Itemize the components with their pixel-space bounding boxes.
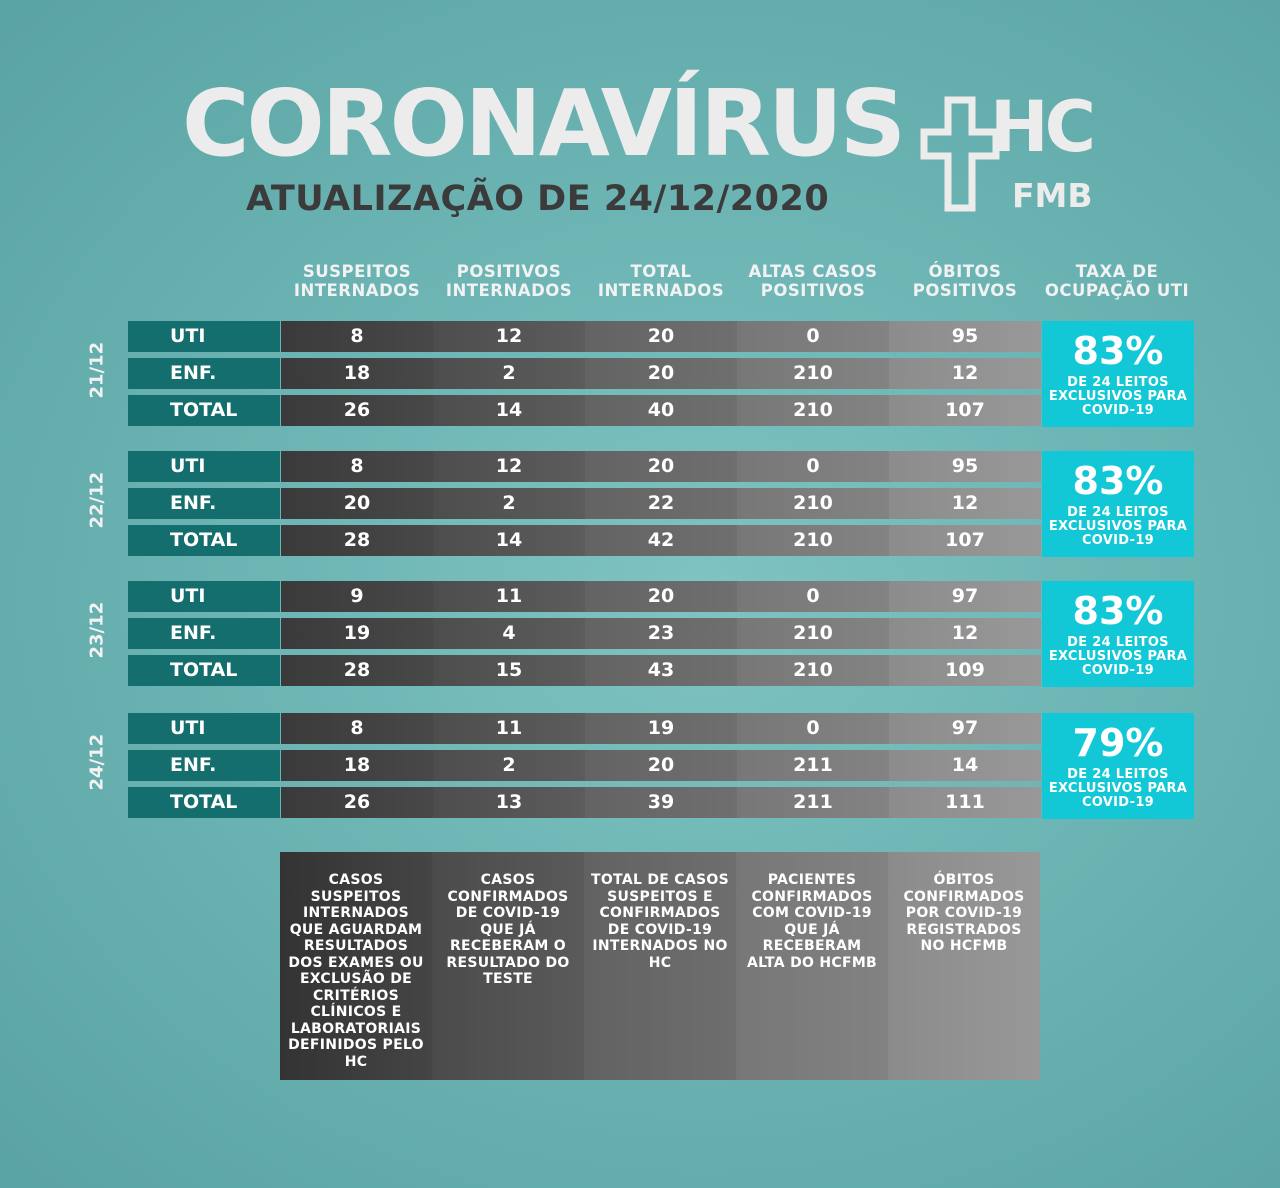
cell-obitos: 97 [889, 713, 1041, 744]
row-label: UTI [128, 713, 280, 744]
block-date: 22/12 [86, 471, 108, 529]
cell-positivos: 12 [433, 321, 585, 352]
cell-positivos: 15 [433, 655, 585, 686]
table-row [128, 655, 1040, 686]
cell-altas: 210 [737, 618, 889, 649]
cell-suspeitos: 8 [281, 321, 433, 352]
description-altas: PACIENTES CONFIRMADOS COM COVID-19 QUE JÁ RECEBERAM ALTA DO HCFMB [736, 852, 888, 1080]
cell-altas: 210 [737, 655, 889, 686]
cell-suspeitos: 8 [281, 451, 433, 482]
cell-total: 20 [585, 451, 737, 482]
cell-positivos: 12 [433, 451, 585, 482]
cell-total: 20 [585, 581, 737, 612]
logo-hc-text: HC [990, 86, 1092, 168]
cell-suspeitos: 18 [281, 750, 433, 781]
uti-occupancy-note: DE 24 LEITOS EXCLUSIVOS PARA COVID-19 [1048, 505, 1188, 548]
uti-occupancy-rate: 83% [1072, 329, 1164, 373]
cell-total: 20 [585, 321, 737, 352]
row-label: UTI [128, 321, 280, 352]
description-total: TOTAL DE CASOS SUSPEITOS E CONFIRMADOS DE COVID-19 INTERNADOS NO HC [584, 852, 736, 1080]
day-block [86, 713, 1194, 821]
row-label: TOTAL [128, 787, 280, 818]
table-row [128, 787, 1040, 818]
cell-suspeitos: 19 [281, 618, 433, 649]
cell-obitos: 107 [889, 525, 1041, 556]
cell-altas: 210 [737, 395, 889, 426]
cell-altas: 210 [737, 525, 889, 556]
page-title: CORONAVÍRUS [182, 70, 903, 177]
uti-occupancy-note: DE 24 LEITOS EXCLUSIVOS PARA COVID-19 [1048, 767, 1188, 810]
uti-occupancy-note: DE 24 LEITOS EXCLUSIVOS PARA COVID-19 [1048, 375, 1188, 418]
header-suspeitos: SUSPEITOS INTERNADOS [293, 262, 421, 300]
cell-suspeitos: 28 [281, 655, 433, 686]
description-suspeitos: CASOS SUSPEITOS INTERNADOS QUE AGUARDAM RESULTADOS DOS EXAMES OU EXCLUSÃO DE CRITÉRIOS CLÍNICOS E LABORATORIAIS DEFINIDOS PELO HC [280, 852, 432, 1080]
cell-altas: 210 [737, 358, 889, 389]
uti-occupancy-rate: 83% [1072, 459, 1164, 503]
day-block [86, 581, 1194, 689]
description-positivos: CASOS CONFIRMADOS DE COVID-19 QUE JÁ RECEBERAM O RESULTADO DO TESTE [432, 852, 584, 1080]
cell-positivos: 11 [433, 581, 585, 612]
cross-icon [920, 96, 1000, 214]
table-row [128, 750, 1040, 781]
table-row [128, 321, 1040, 352]
cell-suspeitos: 26 [281, 787, 433, 818]
cell-obitos: 95 [889, 451, 1041, 482]
cell-positivos: 2 [433, 358, 585, 389]
row-label: ENF. [128, 488, 280, 519]
day-block [86, 321, 1194, 429]
header-positivos: POSITIVOS INTERNADOS [445, 262, 573, 300]
cell-altas: 210 [737, 488, 889, 519]
block-date: 24/12 [86, 733, 108, 791]
cell-total: 22 [585, 488, 737, 519]
cell-total: 19 [585, 713, 737, 744]
cell-suspeitos: 26 [281, 395, 433, 426]
cell-altas: 0 [737, 581, 889, 612]
cell-obitos: 111 [889, 787, 1041, 818]
description-obitos: ÓBITOS CONFIRMADOS POR COVID-19 REGISTRADOS NO HCFMB [888, 852, 1040, 1080]
table-row [128, 395, 1040, 426]
cell-total: 40 [585, 395, 737, 426]
cell-obitos: 107 [889, 395, 1041, 426]
cell-positivos: 4 [433, 618, 585, 649]
cell-suspeitos: 18 [281, 358, 433, 389]
cell-altas: 0 [737, 321, 889, 352]
uti-occupancy-box [1042, 581, 1194, 687]
row-label: ENF. [128, 618, 280, 649]
block-date: 21/12 [86, 341, 108, 399]
page-subtitle: ATUALIZAÇÃO DE 24/12/2020 [246, 179, 830, 219]
table-row [128, 713, 1040, 744]
row-label: UTI [128, 451, 280, 482]
cell-suspeitos: 9 [281, 581, 433, 612]
cell-obitos: 12 [889, 358, 1041, 389]
uti-occupancy-rate: 79% [1072, 721, 1164, 765]
cell-positivos: 2 [433, 750, 585, 781]
cell-altas: 0 [737, 451, 889, 482]
cell-total: 42 [585, 525, 737, 556]
cell-obitos: 97 [889, 581, 1041, 612]
cell-total: 39 [585, 787, 737, 818]
row-label: TOTAL [128, 395, 280, 426]
cell-obitos: 12 [889, 618, 1041, 649]
row-label: TOTAL [128, 525, 280, 556]
cell-positivos: 2 [433, 488, 585, 519]
cell-obitos: 109 [889, 655, 1041, 686]
row-label: ENF. [128, 750, 280, 781]
cell-suspeitos: 28 [281, 525, 433, 556]
cell-positivos: 14 [433, 395, 585, 426]
hc-fmb-logo [920, 86, 1100, 215]
uti-occupancy-box [1042, 713, 1194, 819]
cell-obitos: 12 [889, 488, 1041, 519]
uti-occupancy-rate: 83% [1072, 589, 1164, 633]
uti-occupancy-box [1042, 451, 1194, 557]
header-total: TOTAL INTERNADOS [597, 262, 725, 300]
cell-positivos: 13 [433, 787, 585, 818]
cell-obitos: 14 [889, 750, 1041, 781]
header-taxa-uti: TAXA DE OCUPAÇÃO UTI [1044, 262, 1190, 300]
cell-total: 20 [585, 750, 737, 781]
row-label: ENF. [128, 358, 280, 389]
row-label: TOTAL [128, 655, 280, 686]
cell-suspeitos: 20 [281, 488, 433, 519]
row-label: UTI [128, 581, 280, 612]
day-block [86, 451, 1194, 559]
uti-occupancy-note: DE 24 LEITOS EXCLUSIVOS PARA COVID-19 [1048, 635, 1188, 678]
table-row [128, 488, 1040, 519]
cell-suspeitos: 8 [281, 713, 433, 744]
cell-total: 20 [585, 358, 737, 389]
cell-total: 43 [585, 655, 737, 686]
table-row [128, 581, 1040, 612]
cell-obitos: 95 [889, 321, 1041, 352]
table-row [128, 525, 1040, 556]
block-date: 23/12 [86, 601, 108, 659]
table-row [128, 618, 1040, 649]
table-row [128, 451, 1040, 482]
cell-altas: 211 [737, 750, 889, 781]
cell-positivos: 11 [433, 713, 585, 744]
header-obitos: ÓBITOS POSITIVOS [912, 262, 1018, 300]
cell-positivos: 14 [433, 525, 585, 556]
logo-fmb-text: FMB [1012, 176, 1093, 215]
cell-altas: 0 [737, 713, 889, 744]
cell-total: 23 [585, 618, 737, 649]
cell-altas: 211 [737, 787, 889, 818]
uti-occupancy-box [1042, 321, 1194, 427]
header-altas: ALTAS CASOS POSITIVOS [748, 262, 878, 300]
table-row [128, 358, 1040, 389]
